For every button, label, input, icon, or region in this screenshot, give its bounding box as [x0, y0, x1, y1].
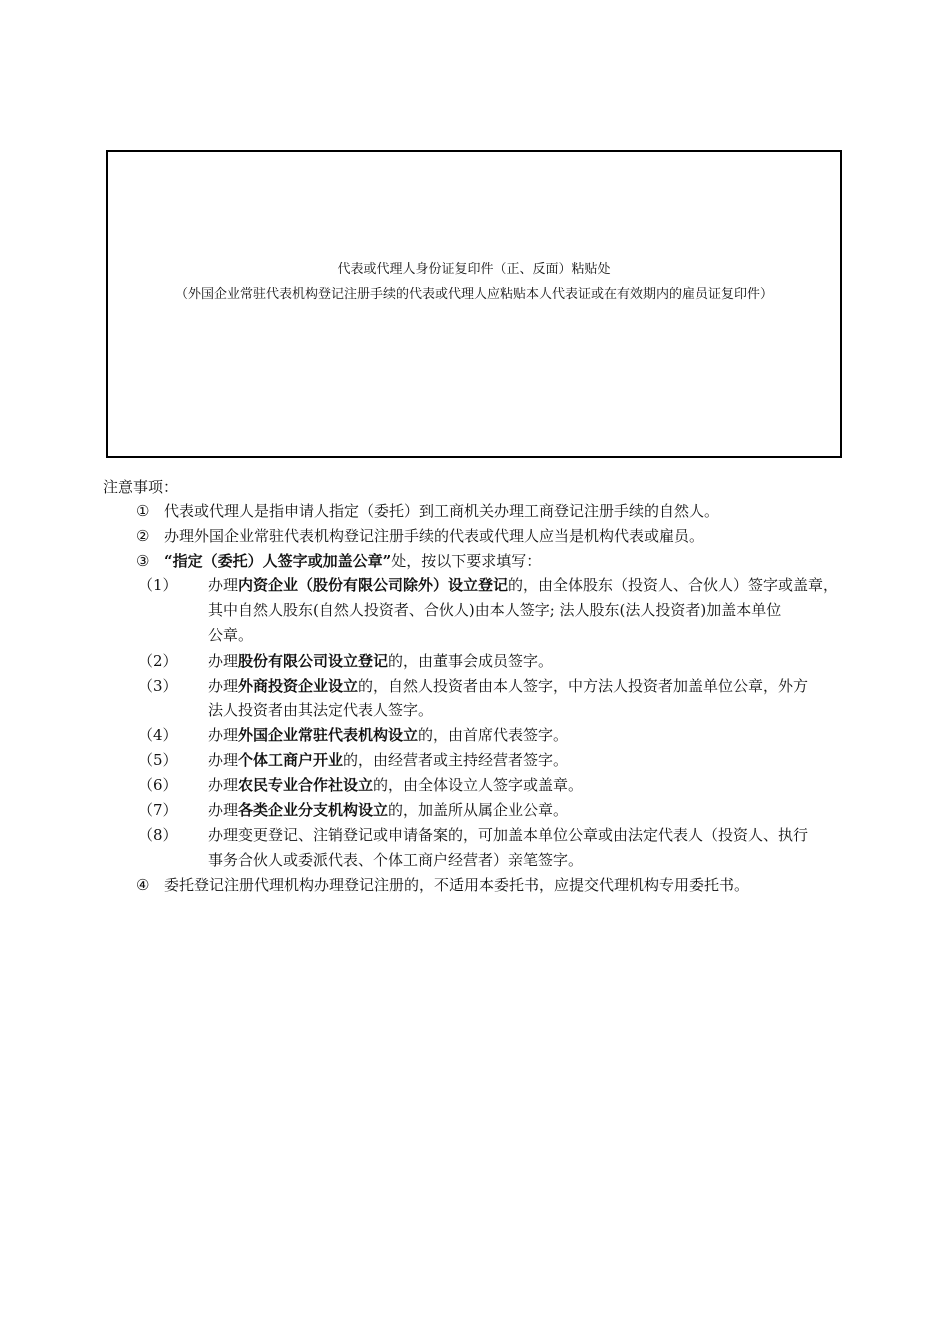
subnote-3-pre: 办理 — [208, 677, 239, 695]
subnote-7 — [208, 800, 568, 820]
subnote-8-marker: （8） — [138, 826, 178, 844]
subnote-4-marker: （4） — [138, 726, 178, 744]
note-1-marker: ① — [136, 502, 150, 520]
subnote-6-post: 的，由全体设立人签字或盖章。 — [373, 776, 584, 794]
box-caption: 代表或代理人身份证复印件（正、反面）粘贴处 — [337, 262, 611, 277]
subnote-5-pre: 办理 — [208, 751, 239, 769]
subnote-6-bold: 农民专业合作社设立 — [238, 776, 374, 794]
note-2-marker: ② — [136, 527, 150, 545]
subnote-6-pre: 办理 — [208, 776, 239, 794]
subnote-2 — [208, 651, 553, 671]
subnote-1-line2: 其中自然人股东(自然人投资者、合伙人)由本人签字; 法人股东(法人投资者)加盖本单位 — [208, 601, 782, 619]
subnote-2-bold: 股份有限公司设立登记 — [238, 652, 389, 670]
id-copy-paste-box — [106, 150, 842, 458]
subnote-5-post: 的，由经营者或主持经营者签字。 — [343, 751, 569, 769]
subnote-3-line2: 法人投资者由其法定代表人签字。 — [208, 701, 434, 719]
notes-title: 注意事项： — [103, 478, 179, 496]
note-1 — [136, 501, 719, 521]
note-3 — [136, 551, 541, 571]
subnote-5-bold: 个体工商户开业 — [238, 751, 344, 769]
note-4 — [136, 875, 749, 895]
box-note: （外国企业常驻代表机构登记注册手续的代表或代理人应粘贴本人代表证或在有效期内的雇员证复印件） — [174, 287, 773, 302]
subnote-2-pre: 办理 — [208, 652, 239, 670]
subnote-7-marker: （7） — [138, 801, 178, 819]
subnote-3 — [208, 676, 808, 696]
subnote-1-marker: （1） — [138, 576, 178, 594]
note-4-marker: ④ — [136, 876, 150, 894]
subnote-7-bold: 各类企业分支机构设立 — [238, 801, 389, 819]
subnote-3-post: 的，自然人投资者由本人签字，中方法人投资者加盖单位公章，外方 — [358, 677, 809, 695]
subnote-5-marker: （5） — [138, 751, 178, 769]
subnote-6-marker: （6） — [138, 776, 178, 794]
subnote-3-marker: （3） — [138, 677, 178, 695]
subnote-5 — [208, 750, 568, 770]
subnote-1-pre: 办理 — [208, 576, 239, 594]
subnote-1-bold: 内资企业（股份有限公司除外）设立登记 — [238, 576, 509, 594]
subnote-8-text: 办理变更登记、注销登记或申请备案的，可加盖本单位公章或由法定代表人（投资人、执行 — [208, 826, 809, 844]
subnote-2-marker: （2） — [138, 652, 178, 670]
subnote-8-line2: 事务合伙人或委派代表、个体工商户经营者）亲笔签字。 — [208, 851, 584, 869]
subnote-6 — [208, 775, 583, 795]
subnote-1-line3: 公章。 — [208, 626, 254, 644]
subnote-4 — [208, 725, 568, 745]
note-3-marker: ③ — [136, 552, 150, 570]
subnote-1-post: 的，由全体股东（投资人、合伙人）签字或盖章， — [508, 576, 839, 594]
note-4-text: 委托登记注册代理机构办理登记注册的，不适用本委托书，应提交代理机构专用委托书。 — [164, 876, 750, 894]
subnote-7-post: 的，加盖所从属企业公章。 — [388, 801, 569, 819]
subnote-7-pre: 办理 — [208, 801, 239, 819]
note-1-text: 代表或代理人是指申请人指定（委托）到工商机关办理工商登记注册手续的自然人。 — [164, 502, 720, 520]
subnote-4-post: 的，由首席代表签字。 — [418, 726, 569, 744]
subnote-4-bold: 外国企业常驻代表机构设立 — [238, 726, 419, 744]
note-2 — [136, 526, 704, 546]
subnote-2-post: 的，由董事会成员签字。 — [388, 652, 554, 670]
subnote-3-bold: 外商投资企业设立 — [238, 677, 359, 695]
note-3-text: 处，按以下要求填写： — [391, 552, 542, 570]
subnote-1 — [208, 575, 838, 595]
note-2-text: 办理外国企业常驻代表机构登记注册手续的代表或代理人应当是机构代表或雇员。 — [164, 527, 705, 545]
subnote-4-pre: 办理 — [208, 726, 239, 744]
note-3-bold: “指定（委托）人签字或加盖公章” — [164, 552, 392, 570]
